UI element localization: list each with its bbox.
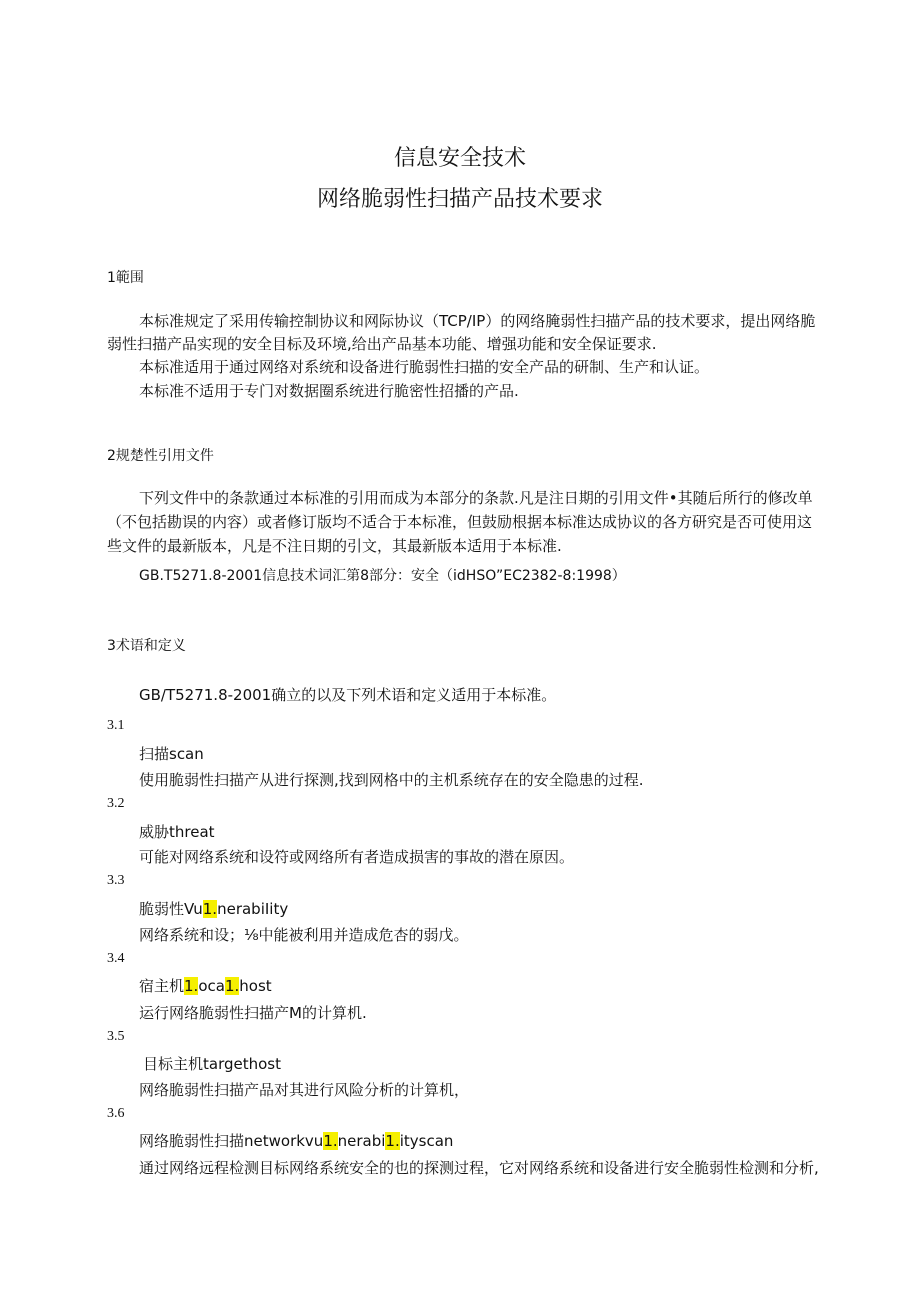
term-number: 3.2 — [107, 796, 125, 811]
term-definition: 可能对网络系统和设符或网络所有者造成损害的事故的潜在原因。 — [139, 848, 575, 866]
term-definition: 运行网络脆弱性扫描产M的计算机. — [139, 1004, 367, 1022]
highlighted-text: 1. — [323, 1132, 338, 1150]
section1-paragraph3: 本标准不适用于专门对数据圈系统进行脆密性招播的产品. — [139, 382, 519, 400]
term-number: 3.6 — [107, 1106, 125, 1121]
term-name: 威胁threat — [139, 823, 215, 841]
term-definition: 网络脆弱性扫描产品对其进行风险分析的计算机， — [139, 1081, 470, 1099]
term-name-part: 脆弱性Vu — [139, 900, 203, 918]
section1-heading: 1範围 — [107, 270, 144, 286]
term-definition: 使用脆弱性扫描产从进行探测,找到网格中的主机系统存在的安全隐患的过程. — [139, 771, 644, 789]
term-name — [139, 1131, 453, 1151]
section2-reference: GB.T5271.8-2001信息技术词汇第8部分：安全（idHSO”EC2382-8:1998） — [139, 568, 626, 584]
term-name — [139, 976, 272, 996]
section3-heading: 3术语和定义 — [107, 638, 186, 654]
term-name-part: nerabi — [337, 1132, 386, 1150]
section3-intro: GB/T5271.8-2001确立的以及下列术语和定义适用于本标准。 — [139, 686, 557, 704]
term-number: 3.5 — [107, 1029, 125, 1044]
term-name-part: 宿主机 — [139, 977, 185, 995]
doc-title-line1: 信息安全技术 — [393, 146, 526, 171]
term-name-part: nerabiIity — [217, 900, 289, 918]
term-name: 扫描scan — [139, 745, 204, 763]
section1-paragraph1-line1: 本标准规定了采用传输控制协议和网际协议（TCP/IP）的网络腌弱性扫描产品的技术要求，提出网络脆 — [139, 312, 816, 330]
term-name-part: ityscan — [399, 1132, 454, 1150]
term-number: 3.3 — [107, 873, 125, 888]
section2-paragraph1-line3: 些文件的最新版本，凡是不注日期的引文，其最新版本适用于本标准. — [107, 537, 562, 555]
highlighted-text: 1. — [202, 900, 218, 918]
highlighted-text: 1. — [184, 977, 199, 995]
term-number: 3.1 — [107, 718, 125, 733]
term-name: 目标主机targethost — [143, 1055, 281, 1073]
term-name — [139, 899, 288, 919]
section1-paragraph2: 本标准适用于通过网络对系统和设备进行脆弱性扫描的安全产品的研制、生产和认证。 — [139, 358, 710, 376]
term-definition: 网络系统和设；⅛中能被利用并造成危杏的弱戊。 — [139, 926, 469, 944]
section1-paragraph1-line2: 弱性扫描产品实现的安全目标及环境,给出产品基本功能、增强功能和安全保证要求. — [107, 335, 657, 353]
term-number: 3.4 — [107, 951, 125, 966]
section2-paragraph1-line2: （不包括勘误的内容）或者修订版均不适合于本标准，但鼓励根据本标准达成协议的各方研究是否可使用这 — [107, 513, 813, 531]
section2-heading: 2规楚性引用文件 — [107, 448, 214, 464]
term-definition: 通过网络远程检测目标网络系统安全的也的探测过程，它对网络系统和设备进行安全脆弱性检测和分析, — [139, 1159, 819, 1177]
doc-title-line2: 网络脆弱性扫描产品技术要求 — [316, 187, 603, 212]
section2-paragraph1-line1: 下列文件中的条款通过本标准的引用而成为本部分的条款.凡是注日期的引用文件•其随后所行的修改单 — [139, 489, 813, 507]
term-name-part: 网络脆弱性扫描networkvu — [139, 1132, 324, 1150]
term-name-part: oca — [198, 977, 225, 995]
term-name-part: host — [239, 977, 272, 995]
highlighted-text: 1. — [385, 1132, 400, 1150]
highlighted-text: 1. — [224, 977, 240, 995]
